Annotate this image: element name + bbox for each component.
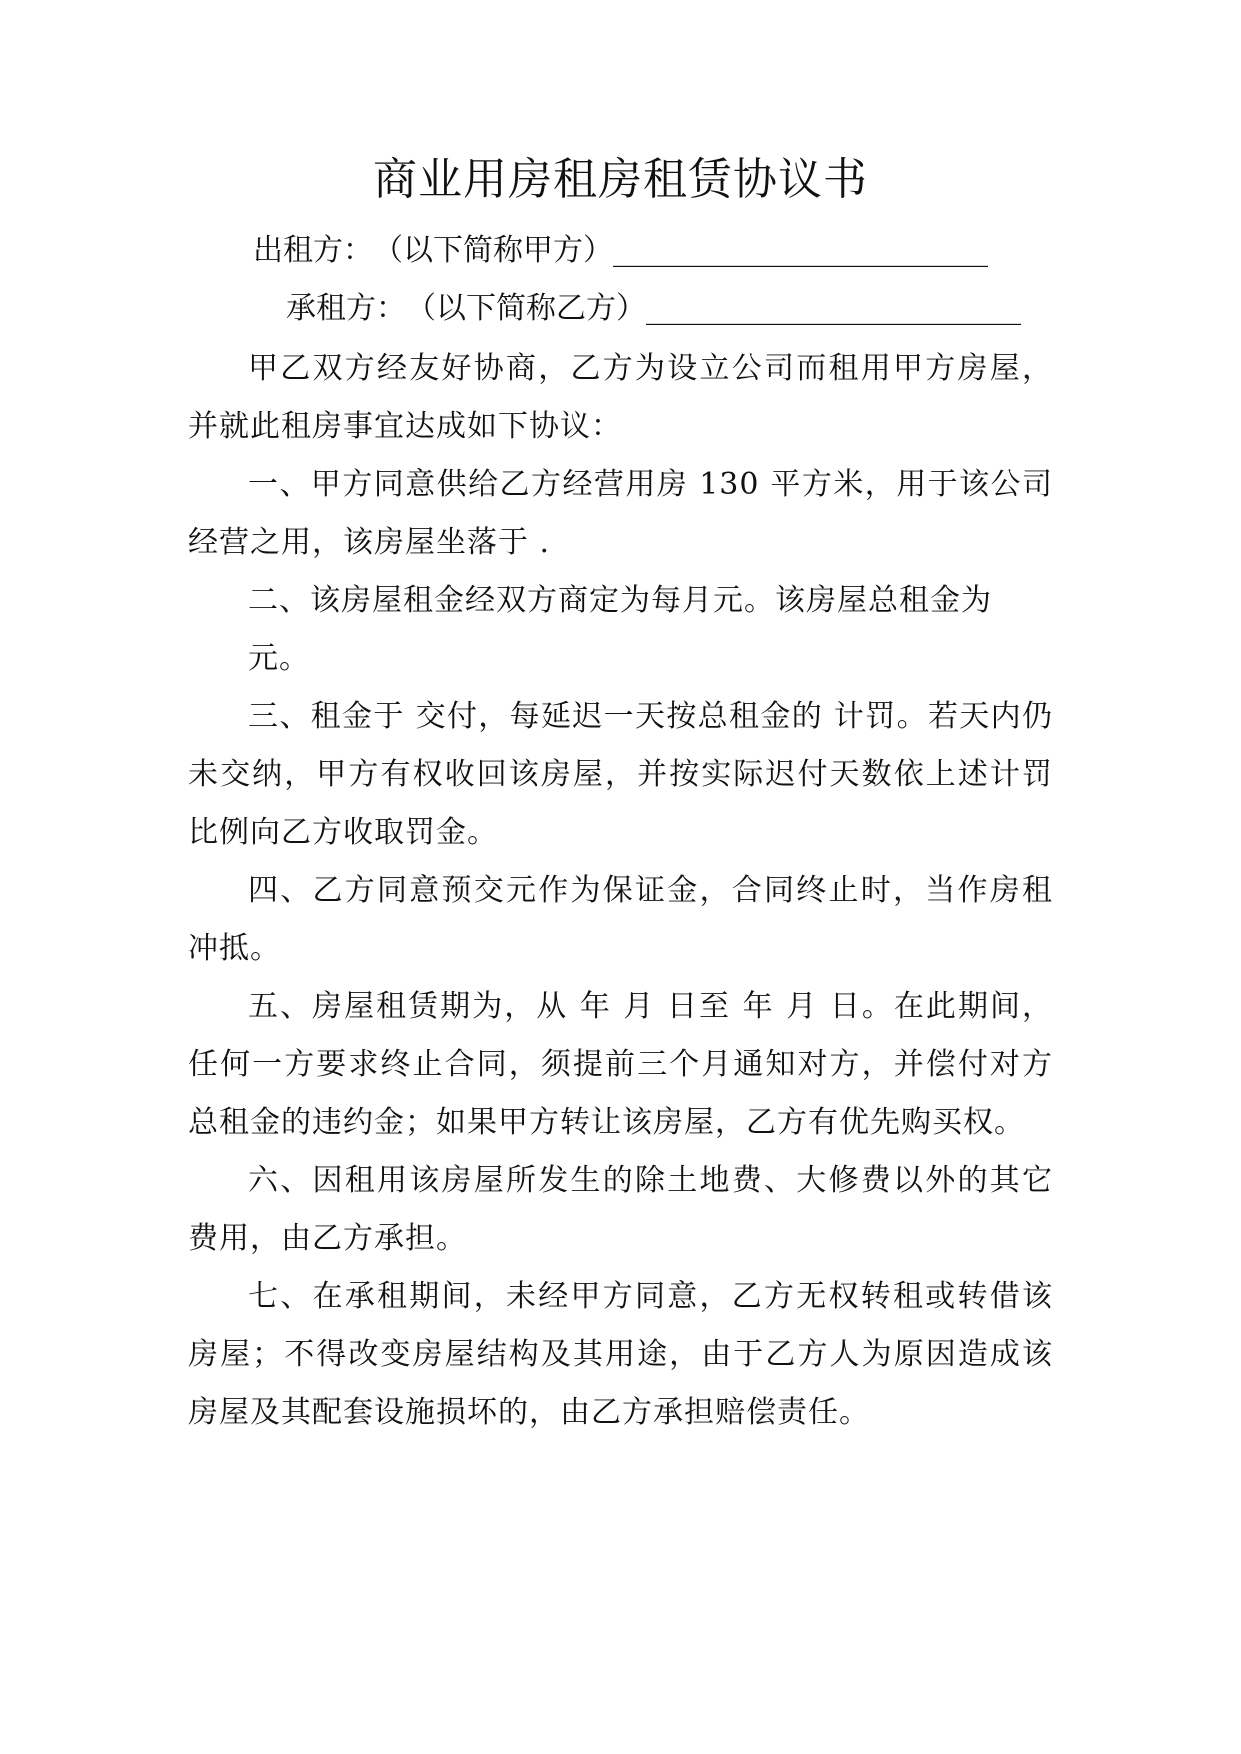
paragraph-clause-7: 七、在承租期间，未经甲方同意，乙方无权转租或转借该房屋；不得改变房屋结构及其用途，由于乙方人为原因造成该房屋及其配套设施损坏的，由乙方承担赔偿责任。 bbox=[188, 1279, 1053, 1430]
paragraph-clause-5: 五、房屋租赁期为，从 年 月 日至 年 月 日。在此期间，任何一方要求终止合同，须提前三个月通知对方，并偿付对方总租金的违约金；如果甲方转让该房屋，乙方有优先购买权。 bbox=[188, 989, 1053, 1140]
paragraph-clause-4: 四、乙方同意预交元作为保证金，合同终止时，当作房租冲抵。 bbox=[188, 873, 1053, 966]
paragraph-clause-2-cont: 元。 bbox=[248, 641, 310, 676]
paragraph-clause-2: 二、该房屋租金经双方商定为每月元。该房屋总租金为 bbox=[248, 583, 992, 618]
paragraph-clause-3: 三、租金于 交付，每延迟一天按总租金的 计罚。若天内仍未交纳，甲方有权收回该房屋，并按实际迟付天数依上述计罚比例向乙方收取罚金。 bbox=[188, 699, 1053, 850]
lessor-line: 出租方： （以下简称甲方）_________________________ bbox=[253, 233, 988, 268]
document-body bbox=[188, 340, 1053, 1442]
lessee-line: 承租方： （以下简称乙方）_________________________ bbox=[286, 291, 1021, 326]
paragraph-intro: 甲乙双方经友好协商，乙方为设立公司而租用甲方房屋，并就此租房事宜达成如下协议： bbox=[188, 351, 1053, 444]
paragraph-clause-1: 一、甲方同意供给乙方经营用房 130 平方米，用于该公司经营之用，该房屋坐落于 . bbox=[188, 467, 1053, 560]
document-title: 商业用房租房租赁协议书 bbox=[373, 154, 868, 205]
paragraph-clause-6: 六、因租用该房屋所发生的除土地费、大修费以外的其它费用，由乙方承担。 bbox=[188, 1163, 1053, 1256]
